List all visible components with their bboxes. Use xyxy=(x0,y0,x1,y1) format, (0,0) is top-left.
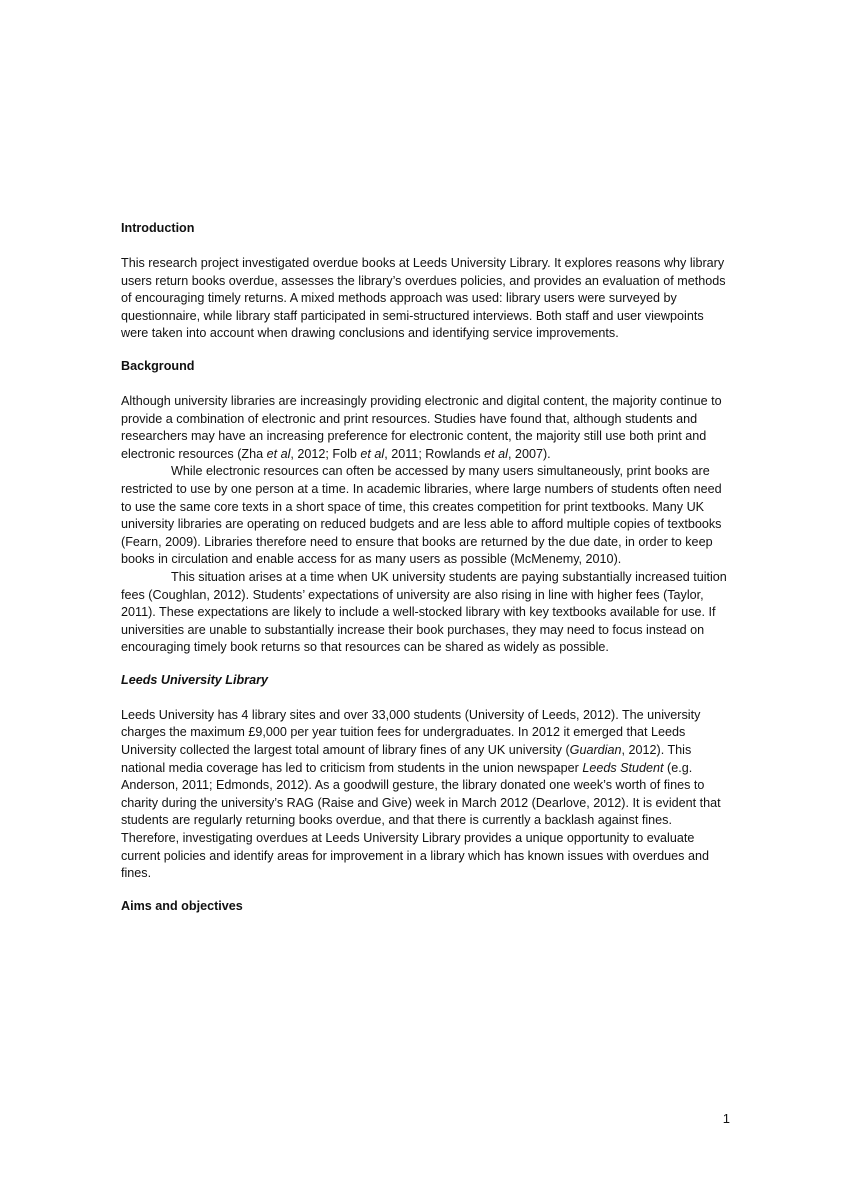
paragraph-background-3: This situation arises at a time when UK university students are paying substantially increased tuition fees (Coughlan, 2012). Students’ expectations of university are also rising in line with higher fees (Taylor, 2011). These expectations are likely to include a well-stocked library with key textbooks available for use. If universities are unable to substantially increase their book purchases, they may need to focus instead on encouraging timely book returns so that resources can be shared as widely as possible. xyxy=(121,569,727,655)
paragraph-background-2: While electronic resources can often be accessed by many users simultaneously, print books are restricted to use by one person at a time. In academic libraries, where large numbers of students often need to use the same core texts in a short space of time, this creates competition for print textbooks. Many UK university libraries are operating on reduced budgets and are less able to afford multiple copies of textbooks (Fearn, 2009). Libraries therefore need to ensure that books are returned by the due date, in order to keep books in circulation and enable access for as many users as possible (McMenemy, 2010). xyxy=(121,464,722,567)
heading-background: Background xyxy=(121,358,195,373)
text-run: , 2012). This national media coverage has led to criticism from students in the union newspaper xyxy=(121,743,692,775)
text-run: Leeds University has 4 library sites and over 33,000 students (University of Leeds, 2012). The university charges the maximum £9,000 per year tuition fees for undergraduates. In 2012 it emerged that Leeds University collected the largest total amount of library fines of any UK university ( xyxy=(121,707,701,758)
heading-aims-and-objectives: Aims and objectives xyxy=(121,898,243,913)
text-run-italic: et al xyxy=(484,446,508,461)
heading-leeds-university-library: Leeds University Library xyxy=(121,672,268,687)
text-run-italic: et al xyxy=(360,446,385,461)
document-body xyxy=(121,220,733,916)
paragraph-leeds xyxy=(121,707,733,883)
paragraph-background-1 xyxy=(121,393,733,463)
text-run: Although university libraries are increasingly providing electronic and digital content, the majority continue to provide a combination of electronic and print resources. Studies have found that, although students and researchers may have an increasing preference for electronic content, the majority still use both print and electronic resources (Zha xyxy=(121,393,722,461)
text-run: , 2012; Folb xyxy=(290,446,361,461)
text-run-italic: Leeds Student xyxy=(582,760,664,775)
text-run: , 2011; Rowlands xyxy=(384,446,485,461)
paragraph-introduction: This research project investigated overdue books at Leeds University Library. It explores reasons why library users return books overdue, assesses the library’s overdues policies, and provides an evaluation of methods of encouraging timely returns. A mixed methods approach was used: library users were surveyed by questionnaire, while library staff participated in semi-structured interviews. Both staff and user viewpoints were taken into account when drawing conclusions and identifying service improvements. xyxy=(121,256,726,341)
heading-introduction: Introduction xyxy=(121,221,195,235)
text-run: , 2007). xyxy=(507,446,551,461)
page-number: 1 xyxy=(722,1111,730,1126)
text-run-italic: Guardian xyxy=(569,743,622,758)
text-run-italic: et al xyxy=(266,446,291,461)
text-run: (e.g. Anderson, 2011; Edmonds, 2012). As a goodwill gesture, the library donated one week’s worth of fines to charity during the university’s RAG (Raise and Give) week in March 2012 (Dearlove, 2012). It is evident that students are regularly returning books overdue, and that there is currently a backlash against fines. Therefore, investigating overdues at Leeds University Library provides a unique opportunity to evaluate current policies and identify areas for improvement in a library which has known issues with overdues and fines. xyxy=(121,760,721,881)
